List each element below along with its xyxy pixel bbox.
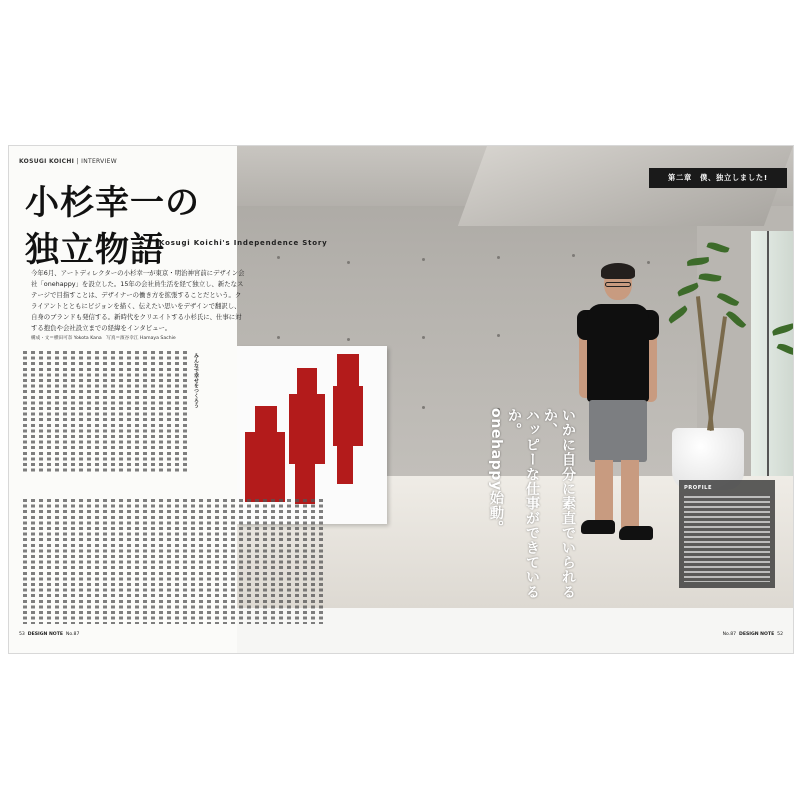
- window-frame: [767, 231, 769, 496]
- leaf: [726, 309, 747, 330]
- tie-hole: [647, 261, 650, 264]
- tie-hole: [277, 336, 280, 339]
- person-standing: [577, 266, 667, 556]
- column-heading: みんなで幸せをつくろう: [193, 353, 199, 408]
- page-number-left: 53: [19, 632, 25, 637]
- footer-right: [723, 632, 783, 637]
- quote-line-1: いかに自分に素直でいられるか、: [542, 408, 576, 600]
- tie-hole: [347, 261, 350, 264]
- tie-hole: [497, 256, 500, 259]
- leaf: [699, 272, 722, 283]
- profile-text: [684, 496, 770, 582]
- quote-line-2: ハッピーな仕事ができているか。: [506, 408, 540, 600]
- kicker-name: KOSUGI KOICHI: [19, 158, 75, 165]
- tie-hole: [422, 258, 425, 261]
- pull-quote: [487, 408, 577, 628]
- magazine-spread: [8, 145, 794, 654]
- tie-hole: [422, 406, 425, 409]
- kicker: KOSUGI KOICHI | INTERVIEW: [19, 158, 117, 165]
- leaf: [687, 257, 710, 266]
- title-line-1: 小杉幸一の: [25, 183, 200, 223]
- page-number-right: 52: [777, 632, 783, 637]
- tie-hole: [347, 338, 350, 341]
- article-title: [25, 181, 200, 272]
- kicker-section: INTERVIEW: [81, 158, 117, 165]
- magazine-name-right: DESIGN NOTE: [739, 632, 775, 637]
- credits: 構成・文＝横田可奈 Yokota Kana 写真＝濱谷幸江 Hamaya Sachie: [31, 336, 176, 341]
- chapter-banner: 第二章 僕、独立しました!: [649, 168, 787, 188]
- english-subtitle: Kosugi Koichi's Independence Story: [159, 239, 328, 247]
- plant-trunk: [707, 316, 727, 430]
- leaf: [717, 291, 740, 308]
- title-line-2: 独立物語: [25, 230, 165, 270]
- tie-hole: [277, 256, 280, 259]
- profile-box: [679, 480, 775, 588]
- body-columns: [19, 351, 331, 641]
- window: [751, 231, 793, 496]
- tie-hole: [422, 336, 425, 339]
- tie-hole: [497, 334, 500, 337]
- magazine-name-left: DESIGN NOTE: [27, 632, 63, 637]
- leaf: [706, 240, 729, 254]
- tie-hole: [572, 254, 575, 257]
- issue-left: No.87: [65, 632, 80, 637]
- quote-line-3: onehappy始動。: [488, 408, 504, 535]
- issue-right: No.87: [722, 632, 737, 637]
- profile-title: PROFILE: [684, 485, 713, 491]
- lead-paragraph: 今年6月、アートディレクターの小杉幸一が東京・明治神宮前にデザイン会社「onehappy」を設立した。15年の会社員生活を経て独立し、新たなステージで目指すことは、デザイナーの働き方を拡張することだという。クライアントとともにビジョンを描く、伝えたい思いをデザインで翻訳し、自身のブランドも発信する。新時代をクリエイトする小杉氏に、仕事に対する抱負や会社設立までの経緯をインタビュー。: [31, 269, 245, 332]
- footer-left: [19, 632, 79, 637]
